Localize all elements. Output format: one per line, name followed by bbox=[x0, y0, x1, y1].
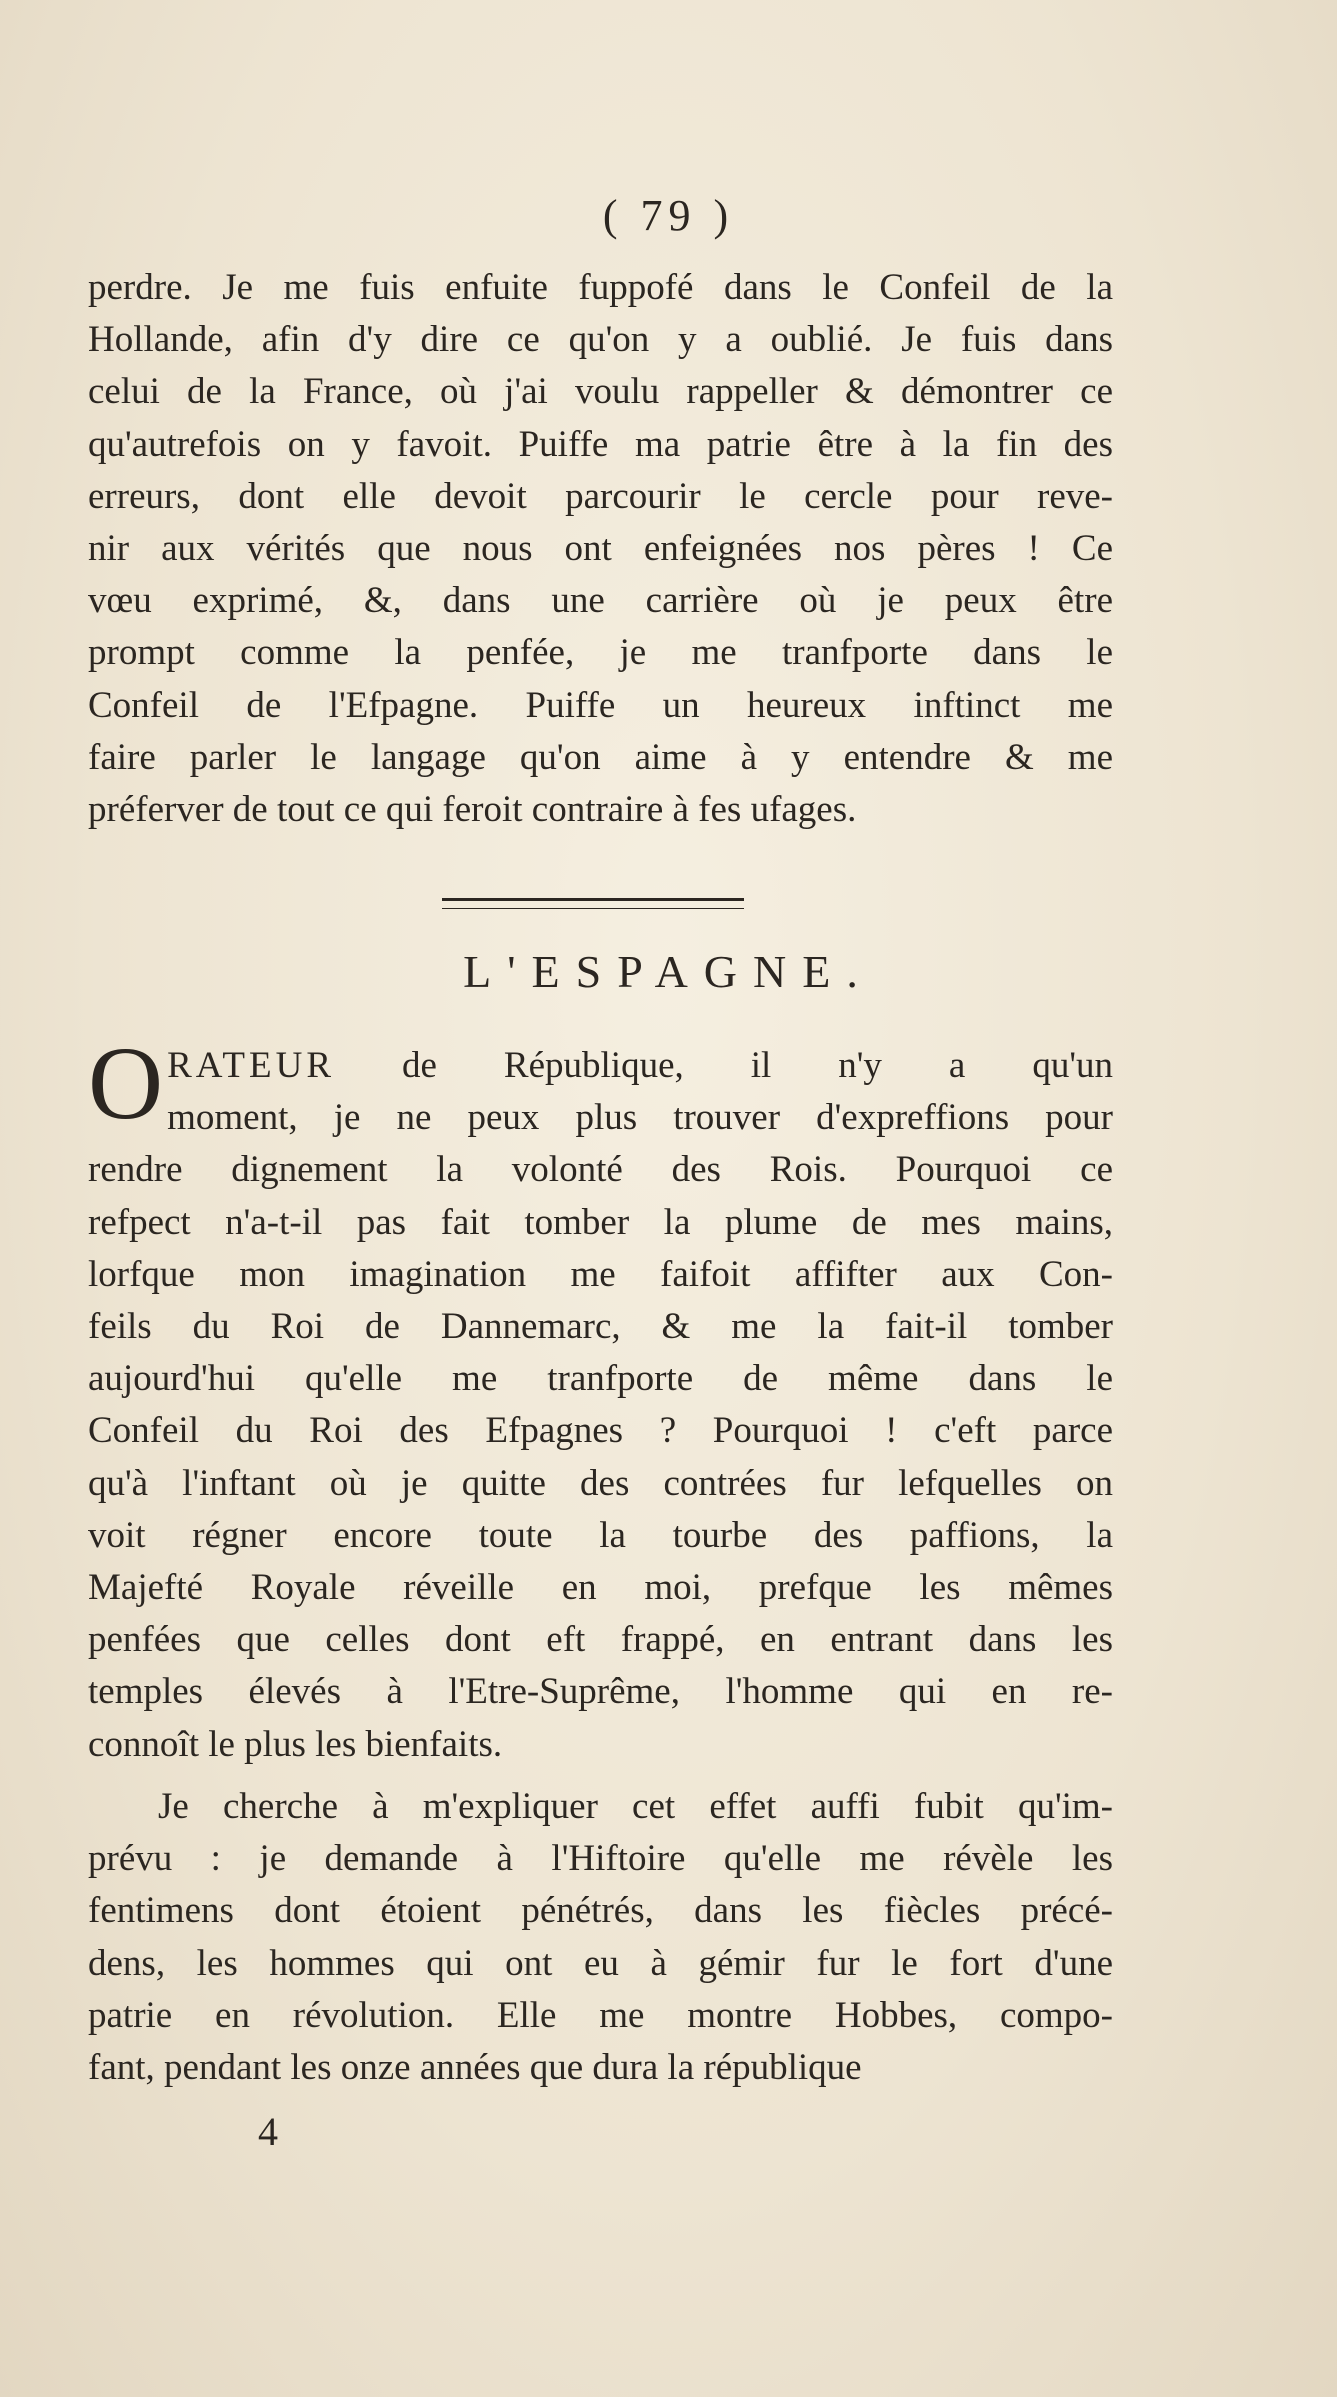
section-heading: L'ESPAGNE. bbox=[463, 946, 874, 997]
paragraph-1-line: lorfque mon imagination me faifoit affifter aux Con- bbox=[88, 1253, 1113, 1295]
paragraph-1-line: moment, je ne peux plus trouver d'expreffions pour bbox=[167, 1097, 1113, 1139]
paragraph-2-line: Je cherche à m'expliquer cet effet auffi fubit qu'im- bbox=[158, 1786, 1113, 1827]
section-rule-thick bbox=[442, 898, 744, 901]
first-word: RATEUR bbox=[167, 1045, 336, 1086]
paragraph-2-line: fentimens dont étoient pénétrés, dans les fiècles précé- bbox=[88, 1890, 1113, 1932]
intro-line: qu'autrefois on y favoit. Puiffe ma patrie être à la fin des bbox=[88, 423, 1113, 465]
paragraph-1 bbox=[88, 1026, 1113, 1771]
intro-line: nir aux vérités que nous ont enfeignées nos pères ! Ce bbox=[88, 528, 1113, 570]
intro-line: prompt comme la penfée, je me tranfporte dans le bbox=[88, 632, 1113, 674]
paragraph-2-line: dens, les hommes qui ont eu à gémir fur le fort d'une bbox=[88, 1942, 1113, 1984]
paragraph-1-line: Majefté Royale réveille en moi, prefque les mêmes bbox=[88, 1567, 1113, 1609]
intro-line: Confeil de l'Efpagne. Puiffe un heureux inftinct me bbox=[88, 684, 1113, 726]
paragraph-1-line: qu'à l'inftant où je quitte des contrées fur lefquelles on bbox=[88, 1462, 1113, 1504]
paragraph-1-line: connoît le plus les bienfaits. bbox=[88, 1723, 503, 1765]
section-rule-thin bbox=[442, 908, 744, 909]
paragraph-1-line: Confeil du Roi des Efpagnes ? Pourquoi ! c'eft parce bbox=[88, 1410, 1113, 1452]
paragraph-2 bbox=[88, 1781, 1113, 2094]
intro-paragraph bbox=[88, 262, 1113, 836]
paragraph-1-line: rendre dignement la volonté des Rois. Pourquoi ce bbox=[88, 1149, 1113, 1191]
paragraph-1-line: temples élevés à l'Etre-Suprême, l'homme qui en re- bbox=[88, 1671, 1113, 1713]
intro-line: celui de la France, où j'ai voulu rappeller & démontrer ce bbox=[88, 371, 1113, 413]
paragraph-1-line: refpect n'a-t-il pas fait tomber la plume de mes mains, bbox=[88, 1201, 1113, 1243]
paragraph-1-line: voit régner encore toute la tourbe des paffions, la bbox=[88, 1514, 1113, 1556]
intro-line: erreurs, dont elle devoit parcourir le cercle pour reve- bbox=[88, 475, 1113, 517]
intro-line: faire parler le langage qu'on aime à y entendre & me bbox=[88, 736, 1113, 778]
paragraph-1-line: feils du Roi de Dannemarc, & me la fait-il tomber bbox=[88, 1306, 1113, 1348]
intro-line: vœu exprimé, &, dans une carrière où je peux être bbox=[88, 580, 1113, 622]
intro-line: Hollande, afin d'y dire ce qu'on y a oublié. Je fuis dans bbox=[88, 319, 1113, 361]
intro-line: perdre. Je me fuis enfuite fuppofé dans le Confeil de la bbox=[88, 267, 1113, 308]
paragraph-1-line: penfées que celles dont eft frappé, en entrant dans les bbox=[88, 1619, 1113, 1661]
intro-line: préferver de tout ce qui feroit contraire à fes ufages. bbox=[88, 789, 857, 831]
drop-cap: O bbox=[88, 1026, 164, 1141]
page-number: ( 79 ) bbox=[602, 191, 735, 240]
paragraph-2-line: fant, pendant les onze années que dura la république bbox=[88, 2047, 862, 2089]
first-line-rest: de République, il n'y a qu'un bbox=[402, 1045, 1113, 1086]
catchword-signature: 4 bbox=[258, 2109, 278, 2154]
paragraph-2-line: patrie en révolution. Elle me montre Hobbes, compo- bbox=[88, 1994, 1113, 2036]
paragraph-2-line: prévu : je demande à l'Hiftoire qu'elle me révèle les bbox=[88, 1838, 1113, 1880]
paragraph-1-line: aujourd'hui qu'elle me tranfporte de même dans le bbox=[88, 1358, 1113, 1400]
